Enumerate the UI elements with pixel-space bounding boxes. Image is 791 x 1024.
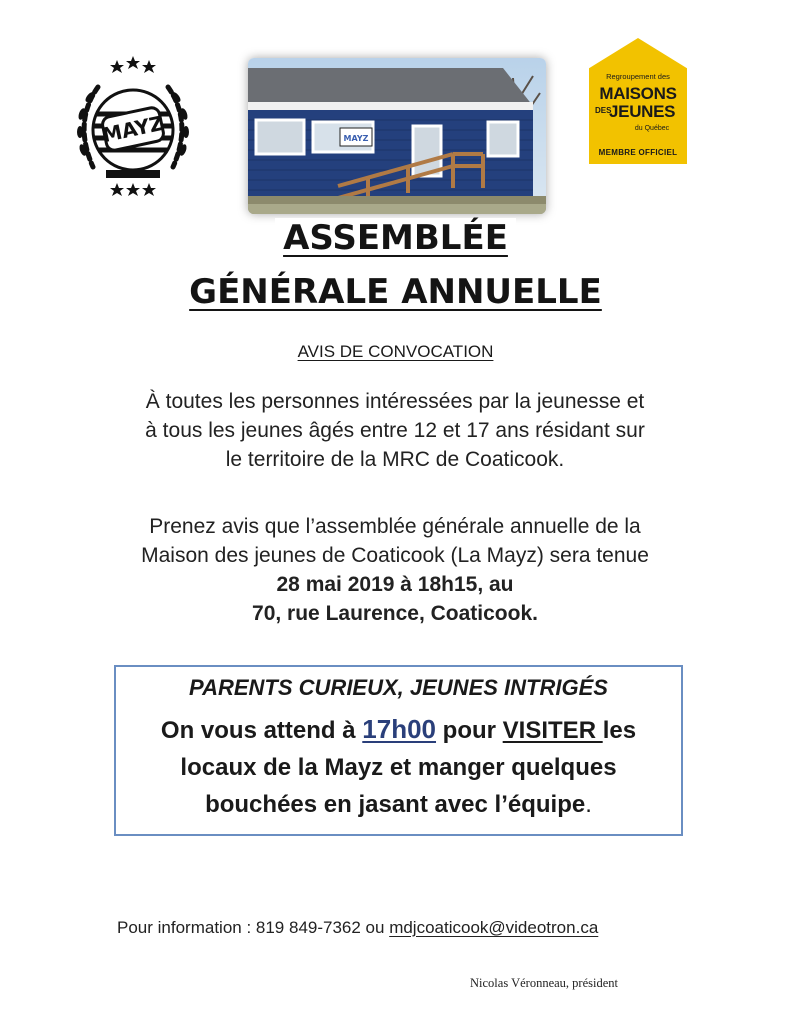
invitation-period: .	[585, 791, 592, 818]
invitation-text: les	[602, 717, 637, 744]
visit-time: 17h00	[362, 714, 437, 744]
stars-top-icon	[110, 56, 156, 73]
logo-line-1: Regroupement des	[606, 72, 670, 81]
logo-line-quebec: du Québec	[634, 125, 670, 132]
page-title-line-2	[0, 272, 791, 312]
signature: Nicolas Véronneau, président	[470, 976, 618, 990]
invitation-heading: PARENTS CURIEUX, JEUNES INTRIGÉS	[189, 675, 608, 700]
title-line-2-text: GÉNÉRALE ANNUELLE	[181, 272, 610, 312]
invitation-line-1	[126, 711, 671, 749]
invitation-text: bouchées en jasant avec l’équipe	[205, 791, 586, 818]
meeting-date: 28 mai 2019 à 18h15, au	[276, 573, 514, 596]
emblem-text: MAYZ	[99, 110, 167, 148]
notice-line: Prenez avis que l’assemblée générale annuelle de la	[149, 515, 641, 538]
logo-line-jeunes: JEUNES	[609, 102, 676, 121]
contact-prefix: Pour information : 819 849-7362 ou	[117, 918, 390, 937]
invitation-box	[114, 665, 683, 836]
building-photo	[248, 58, 546, 214]
visit-word: VISITER	[502, 717, 603, 744]
invitation-line-3	[126, 786, 671, 823]
stars-bottom-icon	[110, 183, 156, 196]
intro-line: le territoire de la MRC de Coaticook.	[225, 448, 565, 471]
contact-email-link[interactable]: mdjcoaticook@videotron.ca	[389, 918, 599, 937]
invitation-text: pour	[436, 717, 503, 744]
notice-paragraph	[95, 512, 695, 628]
intro-paragraph	[95, 387, 695, 474]
contact-info	[117, 918, 598, 938]
notice-line: Maison des jeunes de Coaticook (La Mayz) sera tenue	[141, 544, 649, 567]
title-line-1-text: ASSEMBLÉE	[275, 218, 516, 258]
subtitle-avis: AVIS DE CONVOCATION	[297, 342, 494, 361]
photo-sign-text: MAYZ	[343, 134, 369, 143]
membre-officiel-badge: MEMBRE OFFICIEL	[598, 148, 678, 157]
invitation-line-2: locaux de la Mayz et manger quelques	[180, 754, 617, 781]
invitation-text: On vous attend à	[160, 717, 363, 744]
regroupement-mdj-logo	[589, 38, 687, 168]
logo-line-des: DES	[595, 106, 612, 115]
meeting-address: 70, rue Laurence, Coaticook.	[252, 602, 538, 625]
invitation-body	[126, 711, 671, 823]
intro-line: à tous les jeunes âgés entre 12 et 17 ans résidant sur	[145, 419, 645, 442]
intro-line: À toutes les personnes intéressées par la jeunesse et	[145, 390, 645, 413]
mayz-emblem-logo	[68, 52, 198, 202]
logo-line-maisons: MAISONS	[599, 84, 677, 103]
page-title-line-1	[0, 218, 791, 258]
